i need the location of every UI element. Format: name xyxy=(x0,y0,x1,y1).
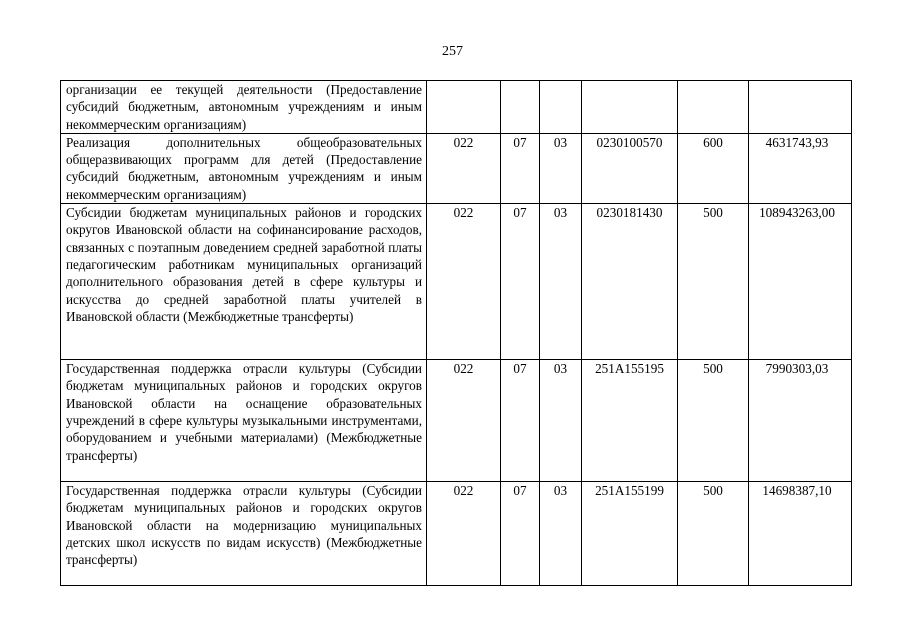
table-row xyxy=(61,360,852,482)
row-section-code: 07 xyxy=(501,482,540,586)
row-ministry-code: 022 xyxy=(427,133,501,203)
row-description: Государственная поддержка отрасли культуры (Субсидии бюджетам муниципальных районов и городских округов Ивановской области на модернизацию муниципальных детских школ искусств по видам искусств) (Межбюджетные трансферты) xyxy=(61,482,427,586)
table-row xyxy=(61,204,852,360)
row-subsection-code: 03 xyxy=(540,133,582,203)
row-description: Субсидии бюджетам муниципальных районов и городских округов Ивановской области на софинансирование расходов, связанных с поэтапным доведением средней заработной платы педагогическим работникам муниципальных организаций дополнительного образования детей в сфере культуры и искусства до средней заработной платы учителей в Ивановской области (Межбюджетные трансферты) xyxy=(61,204,427,360)
table-row xyxy=(61,482,852,586)
row-subsection-code: 03 xyxy=(540,360,582,482)
row-expense-type: 500 xyxy=(678,204,749,360)
row-expense-type: 500 xyxy=(678,482,749,586)
row-expense-type: 600 xyxy=(678,133,749,203)
table-row xyxy=(61,133,852,203)
row-subsection-code: 03 xyxy=(540,204,582,360)
row-subsection-code xyxy=(540,81,582,134)
row-target-article: 251A155199 xyxy=(582,482,678,586)
row-target-article: 251A155195 xyxy=(582,360,678,482)
row-section-code xyxy=(501,81,540,134)
page-number: 257 xyxy=(442,44,463,59)
row-ministry-code xyxy=(427,81,501,134)
row-description: Государственная поддержка отрасли культуры (Субсидии бюджетам муниципальных районов и городских округов Ивановской области на оснащение образовательных учреждений в сфере культуры музыкальными инструментами, оборудованием и учебными материалами) (Межбюджетные трансферты) xyxy=(61,360,427,482)
table-row xyxy=(61,81,852,134)
row-amount: 108943263,00 xyxy=(749,204,852,360)
row-ministry-code: 022 xyxy=(427,204,501,360)
row-description: Реализация дополнительных общеобразовательных общеразвивающих программ для детей (Предоставление субсидий бюджетным, автономным учреждениям и иным некоммерческим организациям) xyxy=(61,133,427,203)
row-expense-type xyxy=(678,81,749,134)
row-amount: 4631743,93 xyxy=(749,133,852,203)
row-ministry-code: 022 xyxy=(427,360,501,482)
row-amount: 14698387,10 xyxy=(749,482,852,586)
row-target-article: 0230181430 xyxy=(582,204,678,360)
row-ministry-code: 022 xyxy=(427,482,501,586)
row-amount xyxy=(749,81,852,134)
budget-table xyxy=(60,80,852,586)
row-target-article xyxy=(582,81,678,134)
row-subsection-code: 03 xyxy=(540,482,582,586)
row-amount: 7990303,03 xyxy=(749,360,852,482)
row-section-code: 07 xyxy=(501,360,540,482)
row-expense-type: 500 xyxy=(678,360,749,482)
row-description: организации ее текущей деятельности (Предоставление субсидий бюджетным, автономным учреждениям и иным некоммерческим организациям) xyxy=(61,81,427,134)
row-section-code: 07 xyxy=(501,133,540,203)
row-section-code: 07 xyxy=(501,204,540,360)
row-target-article: 0230100570 xyxy=(582,133,678,203)
